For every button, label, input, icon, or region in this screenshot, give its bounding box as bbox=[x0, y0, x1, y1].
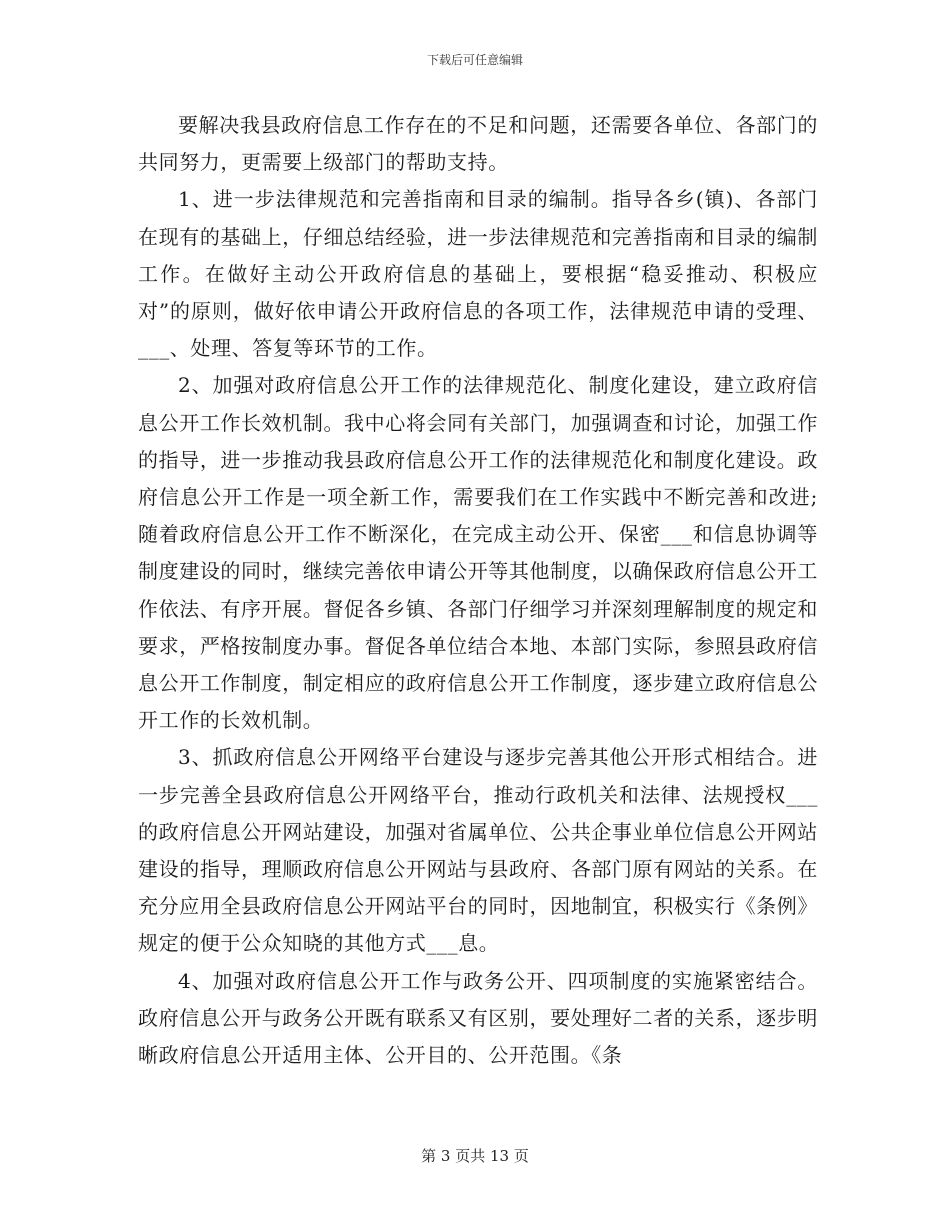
paragraph-item-3: 3、抓政府信息公开网络平台建设与逐步完善其他公开形式相结合。进一步完善全县政府信息公开网络平台，推动行政机关和法律、法规授权___的政府信息公开网站建设，加强对省属单位、公共企事业单位信息公开网站建设的指导，理顺政府信息公开网站与县政府、各部门原有网站的关系。在充分应用全县政府信息公开网站平台的同时，因地制宜，积极实行《条例》规定的便于公众知晓的其他方式___息。 bbox=[138, 745, 818, 956]
page-number-footer: 第 3 页共 13 页 bbox=[421, 1147, 529, 1165]
paragraph-intro: 要解决我县政府信息工作存在的不足和问题，还需要各单位、各部门的共同努力，更需要上级部门的帮助支持。 bbox=[138, 113, 818, 175]
document-body bbox=[138, 107, 818, 1074]
paragraph-item-2: 2、加强对政府信息公开工作的法律规范化、制度化建设，建立政府信息公开工作长效机制。我中心将会同有关部门，加强调查和讨论，加强工作的指导，进一步推动我县政府信息公开工作的法律规范化和制度化建设。政府信息公开工作是一项全新工作，需要我们在工作实践中不断完善和改进;随着政府信息公开工作不断深化，在完成主动公开、保密___和信息协调等制度建设的同时，继续完善依申请公开等其他制度，以确保政府信息公开工作依法、有序开展。督促各乡镇、各部门仔细学习并深刻理解制度的规定和要求，严格按制度办事。督促各单位结合本地、本部门实际，参照县政府信息公开工作制度，制定相应的政府信息公开工作制度，逐步建立政府信息公开工作的长效机制。 bbox=[138, 373, 818, 733]
paragraph-item-1: 1、进一步法律规范和完善指南和目录的编制。指导各乡(镇)、各部门在现有的基础上，仔细总结经验，进一步法律规范和完善指南和目录的编制工作。在做好主动公开政府信息的基础上，要根据“稳妥推动、积极应对”的原则，做好依申请公开政府信息的各项工作，法律规范申请的受理、___、处理、答复等环节的工作。 bbox=[138, 187, 818, 361]
page-header: 下载后可任意编辑 bbox=[426, 53, 523, 67]
paragraph-item-4: 4、加强对政府信息公开工作与政务公开、四项制度的实施紧密结合。政府信息公开与政务公开既有联系又有区别，要处理好二者的关系，逐步明晰政府信息公开适用主体、公开目的、公开范围。《条 bbox=[138, 968, 818, 1068]
